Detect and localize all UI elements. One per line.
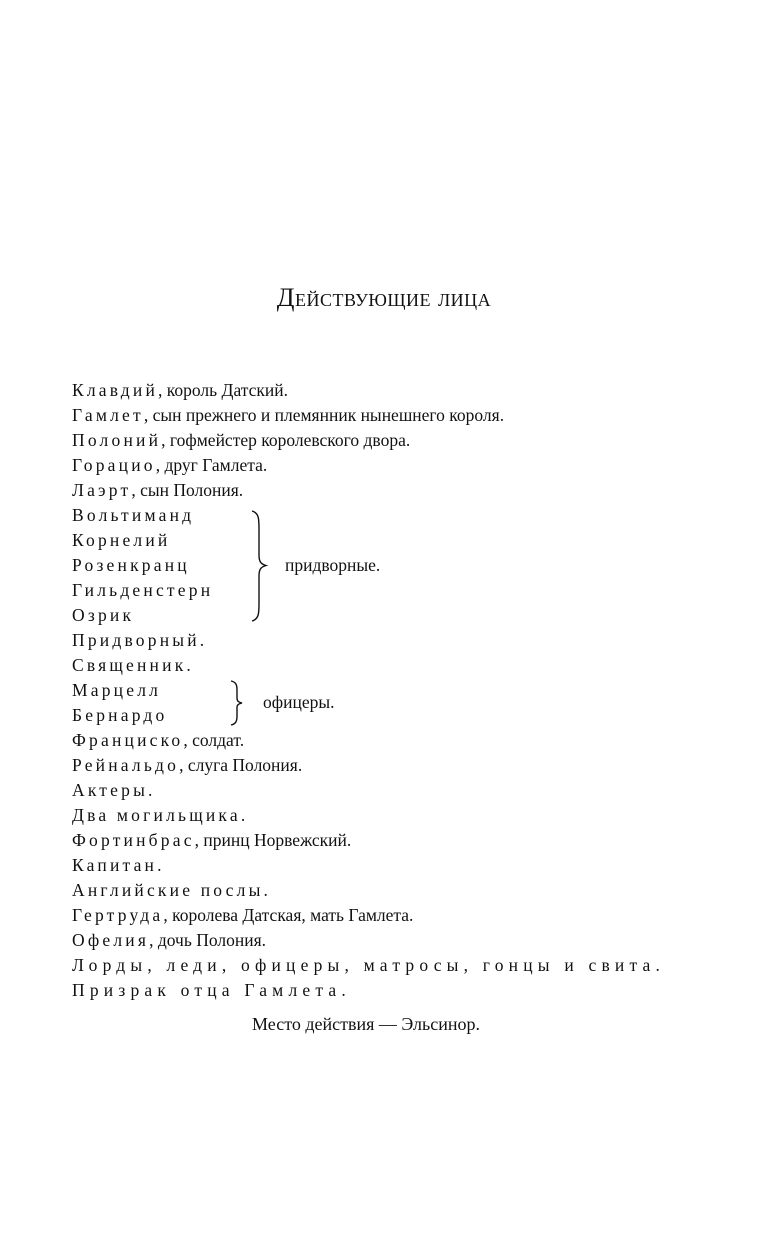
character-description: , друг Гамлета. bbox=[155, 455, 268, 475]
character-name: Озрик bbox=[72, 605, 135, 625]
character-name: Лорды, леди, офицеры, матросы, гонцы и свита. bbox=[72, 955, 666, 975]
character-description: , король Датский. bbox=[158, 380, 289, 400]
cast-entry-hamlet bbox=[72, 403, 712, 428]
character-name: Вольтиманд bbox=[72, 505, 195, 525]
cast-entry-gravediggers bbox=[72, 803, 712, 828]
cast-entry-ophelia bbox=[72, 928, 712, 953]
page-title: Действующие лица bbox=[276, 283, 492, 312]
cast-list bbox=[72, 378, 712, 1003]
cast-entry-polonius bbox=[72, 428, 712, 453]
character-name: Актеры. bbox=[72, 780, 156, 800]
character-name: Гамлет bbox=[72, 405, 144, 425]
courtiers-group bbox=[72, 503, 712, 628]
character-name: Капитан. bbox=[72, 855, 165, 875]
right-brace-icon bbox=[228, 678, 248, 728]
character-description: , солдат. bbox=[183, 730, 245, 750]
character-description: , сын прежнего и племянник нынешнего короля. bbox=[143, 405, 505, 425]
character-name: Фортинбрас bbox=[72, 830, 195, 850]
character-name: Два могильщика. bbox=[72, 805, 249, 825]
character-description: , принц Норвежский. bbox=[194, 830, 352, 850]
character-description: , гофмейстер королевского двора. bbox=[161, 430, 411, 450]
character-description: , дочь Полония. bbox=[149, 930, 266, 950]
group-label-courtiers: придворные. bbox=[285, 555, 381, 575]
cast-entry-fortinbras bbox=[72, 828, 712, 853]
character-name: Полоний bbox=[72, 430, 162, 450]
character-name: Священник. bbox=[72, 655, 194, 675]
character-name: Офелия bbox=[72, 930, 150, 950]
character-name: Лаэрт bbox=[72, 480, 132, 500]
character-name: Гильденстерн bbox=[72, 580, 214, 600]
character-name: Бернардо bbox=[72, 705, 168, 725]
character-name: Английские послы. bbox=[72, 880, 272, 900]
character-name: Франциско bbox=[72, 730, 184, 750]
character-name: Рейнальдо bbox=[72, 755, 180, 775]
cast-entry-retinue bbox=[72, 953, 712, 978]
character-name: Придворный. bbox=[72, 630, 208, 650]
cast-entry-captain bbox=[72, 853, 712, 878]
cast-entry-francisco bbox=[72, 728, 712, 753]
officers-group bbox=[72, 678, 712, 728]
character-name: Клавдий bbox=[72, 380, 159, 400]
character-description: , сын Полония. bbox=[131, 480, 244, 500]
cast-entry-priest bbox=[72, 653, 712, 678]
character-name: Розенкранц bbox=[72, 555, 190, 575]
setting-line: Место действия — Эльсинор. bbox=[252, 1014, 480, 1034]
cast-entry-laertes bbox=[72, 478, 712, 503]
cast-entry-players bbox=[72, 778, 712, 803]
cast-entry-claudius bbox=[72, 378, 712, 403]
character-name: Горацио bbox=[72, 455, 156, 475]
cast-entry-horatio bbox=[72, 453, 712, 478]
group-label-officers: офицеры. bbox=[263, 692, 335, 712]
cast-entry-gertrude bbox=[72, 903, 712, 928]
cast-entry-reynaldo bbox=[72, 753, 712, 778]
character-description: , королева Датская, мать Гамлета. bbox=[163, 905, 414, 925]
cast-entry-courtier bbox=[72, 628, 712, 653]
character-name: Гертруда bbox=[72, 905, 164, 925]
character-name: Корнелий bbox=[72, 530, 171, 550]
cast-entry-ambassadors bbox=[72, 878, 712, 903]
character-name: Призрак отца Гамлета. bbox=[72, 980, 351, 1000]
character-name: Марцелл bbox=[72, 680, 162, 700]
character-description: , слуга Полония. bbox=[179, 755, 303, 775]
right-brace-icon bbox=[248, 503, 272, 628]
cast-entry-ghost bbox=[72, 978, 712, 1003]
